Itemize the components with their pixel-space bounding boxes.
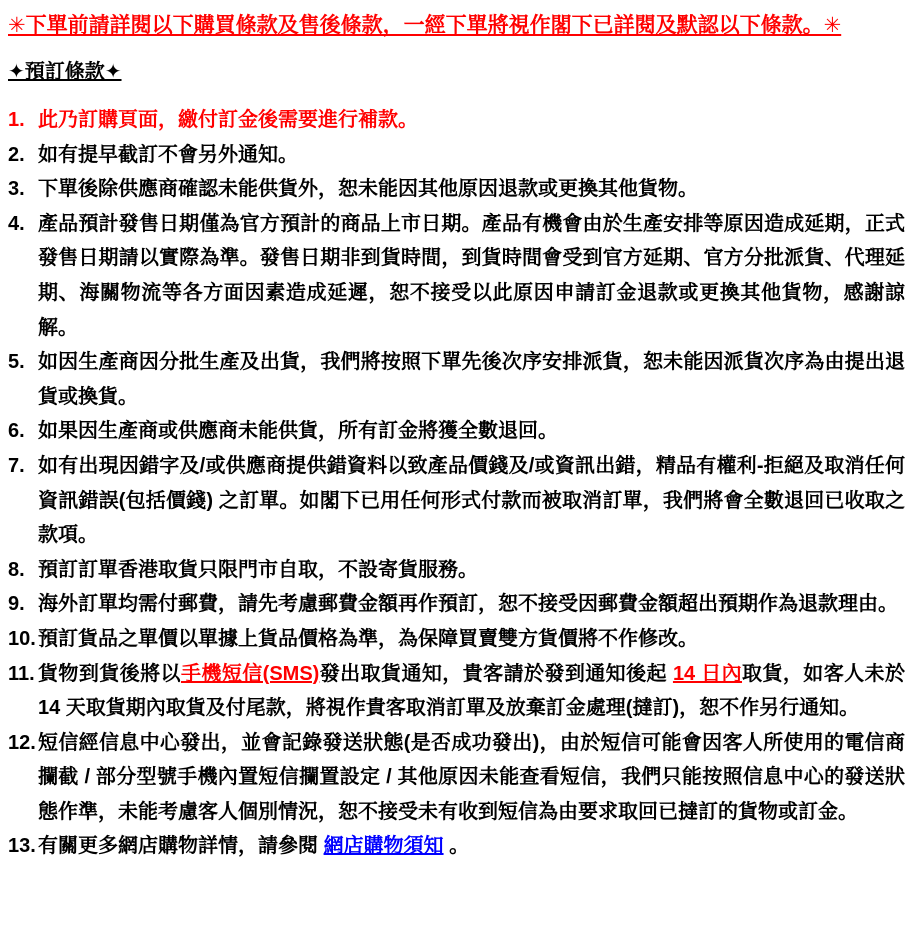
term-number: 3. (8, 178, 25, 201)
term-text: 預訂貨品之單價以單據上貨品價格為準，為保障買賣雙方貨價將不作修改。 (38, 627, 698, 650)
term-item-13 (8, 829, 905, 864)
term-item-2 (8, 138, 905, 173)
term-text: 貨物到貨後將以手機短信(SMS)發出取貨通知，貴客請於發到通知後起 14 日內取貨，如客人未於 14 天取貨期內取貨及付尾款，將視作貴客取消訂單及放棄訂金處理(撻訂)，恕不作另行通知。 (38, 662, 905, 720)
term-text: 如有出現因錯字及/或供應商提供錯資料以致產品價錢及/或資訊出錯，精品有權利-拒絕及取消任何資訊錯誤(包括價錢) 之訂單。如閣下已用任何形式付款而被取消訂單，我們將會全數退回已收取之款項。 (38, 454, 905, 547)
pre-order-warning-heading: ✳下單前請詳閱以下購買條款及售後條款，一經下單將視作閣下已詳閱及默認以下條款。✳ (8, 14, 842, 37)
term-item-7 (8, 449, 905, 553)
term-item-5 (8, 345, 905, 414)
term-number: 8. (8, 558, 25, 581)
term-number: 2. (8, 143, 25, 166)
term-number: 10. (8, 627, 36, 650)
term-item-9 (8, 587, 905, 622)
term-number: 6. (8, 420, 25, 443)
term-text: 有關更多網店購物詳情，請參閱 網店購物須知 。 (38, 835, 470, 858)
term-number: 12. (8, 731, 36, 754)
term-item-8 (8, 553, 905, 588)
term-number: 7. (8, 454, 25, 477)
term-item-10 (8, 622, 905, 657)
term-number: 13. (8, 835, 36, 858)
term-number: 4. (8, 212, 25, 235)
term-item-6 (8, 414, 905, 449)
pickup-deadline-highlight: 14 日內 (672, 662, 743, 685)
term-text: 此乃訂購頁面，繳付訂金後需要進行補款。 (38, 109, 418, 131)
preorder-terms-document (8, 8, 905, 864)
term-text: 預訂訂單香港取貨只限門市自取，不設寄貨服務。 (38, 558, 478, 581)
term-item-3 (8, 172, 905, 207)
term-item-1 (8, 103, 905, 138)
term-number: 11. (8, 662, 35, 685)
store-shopping-guide-link[interactable]: 網店購物須知 (323, 835, 444, 858)
term-item-11 (8, 657, 905, 726)
term-text: 海外訂單均需付郵費，請先考慮郵費金額再作預訂，恕不接受因郵費金額超出預期作為退款理由。 (38, 593, 898, 616)
term-text: 下單後除供應商確認未能供貨外，恕未能因其他原因退款或更換其他貨物。 (38, 178, 698, 201)
term-item-12 (8, 726, 905, 830)
term-text: 如果因生產商或供應商未能供貨，所有訂金將獲全數退回。 (38, 420, 558, 443)
term-text: 產品預計發售日期僅為官方預計的商品上市日期。產品有機會由於生產安排等原因造成延期，正式發售日期請以實際為準。發售日期非到貨時間，到貨時間會受到官方延期、官方分批派貨、代理延期、海關物流等各方面因素造成延遲，恕不接受以此原因申請訂金退款或更換其他貨物，感謝諒解。 (38, 212, 905, 339)
term-item-4 (8, 207, 905, 345)
terms-list (8, 103, 905, 864)
term-number: 9. (8, 593, 25, 616)
term-number: 5. (8, 351, 25, 374)
term-number: 1. (8, 109, 25, 131)
section-title-preorder-terms: ✦預訂條款✦ (8, 61, 122, 83)
sms-notice-highlight: 手機短信(SMS) (180, 662, 320, 685)
term-text: 如有提早截訂不會另外通知。 (38, 143, 298, 166)
term-text: 如因生產商因分批生產及出貨，我們將按照下單先後次序安排派貨，恕未能因派貨次序為由提出退貨或換貨。 (38, 351, 905, 408)
term-text: 短信經信息中心發出，並會記錄發送狀態(是否成功發出)，由於短信可能會因客人所使用的電信商攔截 / 部分型號手機內置短信攔置設定 / 其他原因未能查看短信，我們只能按照信息中心的發送狀態作準，未能考慮客人個別情況，恕不接受未有收到短信為由要求取回已撻訂的貨物或訂金。 (38, 731, 905, 823)
